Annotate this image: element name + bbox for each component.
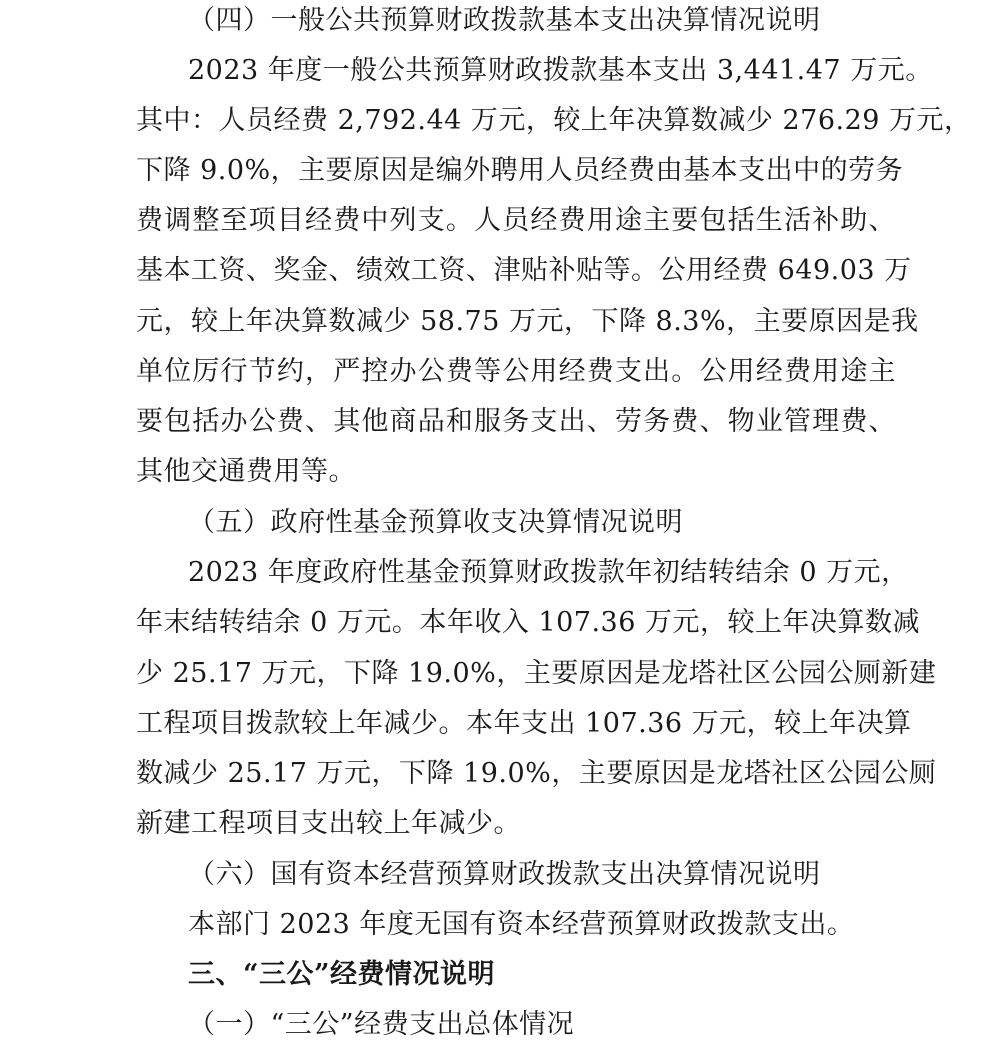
section-4-heading: （四）一般公共预算财政拨款基本支出决算情况说明 <box>188 5 821 36</box>
paragraph-line: 元，较上年决算数减少 58.75 万元，下降 8.3%，主要原因是我 <box>136 306 919 337</box>
paragraph-line: 其中：人员经费 2,792.44 万元，较上年决算数减少 276.29 万元， <box>136 105 972 136</box>
paragraph-line: 工程项目拨款较上年减少。本年支出 107.36 万元，较上年决算 <box>136 708 912 739</box>
part-3-heading: 三、“三公”经费情况说明 <box>188 959 496 990</box>
paragraph-line: 单位厉行节约，严控办公费等公用经费支出。公用经费用途主 <box>136 356 896 387</box>
section-5-heading: （五）政府性基金预算收支决算情况说明 <box>188 507 683 538</box>
paragraph-line: 下降 9.0%，主要原因是编外聘用人员经费由基本支出中的劳务 <box>136 155 904 186</box>
paragraph-line: 费调整至项目经费中列支。人员经费用途主要包括生活补助、 <box>136 205 896 236</box>
paragraph-line: 数减少 25.17 万元，下降 19.0%，主要原因是龙塔社区公园公厕 <box>136 758 937 789</box>
paragraph-line: 新建工程项目支出较上年减少。 <box>136 808 521 839</box>
paragraph-line: 少 25.17 万元，下降 19.0%，主要原因是龙塔社区公园公厕新建 <box>136 658 937 689</box>
section-6-heading: （六）国有资本经营预算财政拨款支出决算情况说明 <box>188 859 821 890</box>
paragraph-line: 要包括办公费、其他商品和服务支出、劳务费、物业管理费、 <box>136 406 896 437</box>
paragraph-line: 基本工资、奖金、绩效工资、津贴补贴等。公用经费 649.03 万 <box>136 255 912 286</box>
paragraph-line: 其他交通费用等。 <box>136 456 356 487</box>
paragraph-line: 本部门 2023 年度无国有资本经营预算财政拨款支出。 <box>188 909 855 940</box>
paragraph-line: 2023 年度政府性基金预算财政拨款年初结转结余 0 万元， <box>188 557 909 588</box>
paragraph-line: 年末结转结余 0 万元。本年收入 107.36 万元，较上年决算数减 <box>136 607 920 638</box>
paragraph-line: 2023 年度一般公共预算财政拨款基本支出 3,441.47 万元。 <box>188 55 933 86</box>
part-3-sub-heading: （一）“三公”经费支出总体情况 <box>188 1009 575 1040</box>
